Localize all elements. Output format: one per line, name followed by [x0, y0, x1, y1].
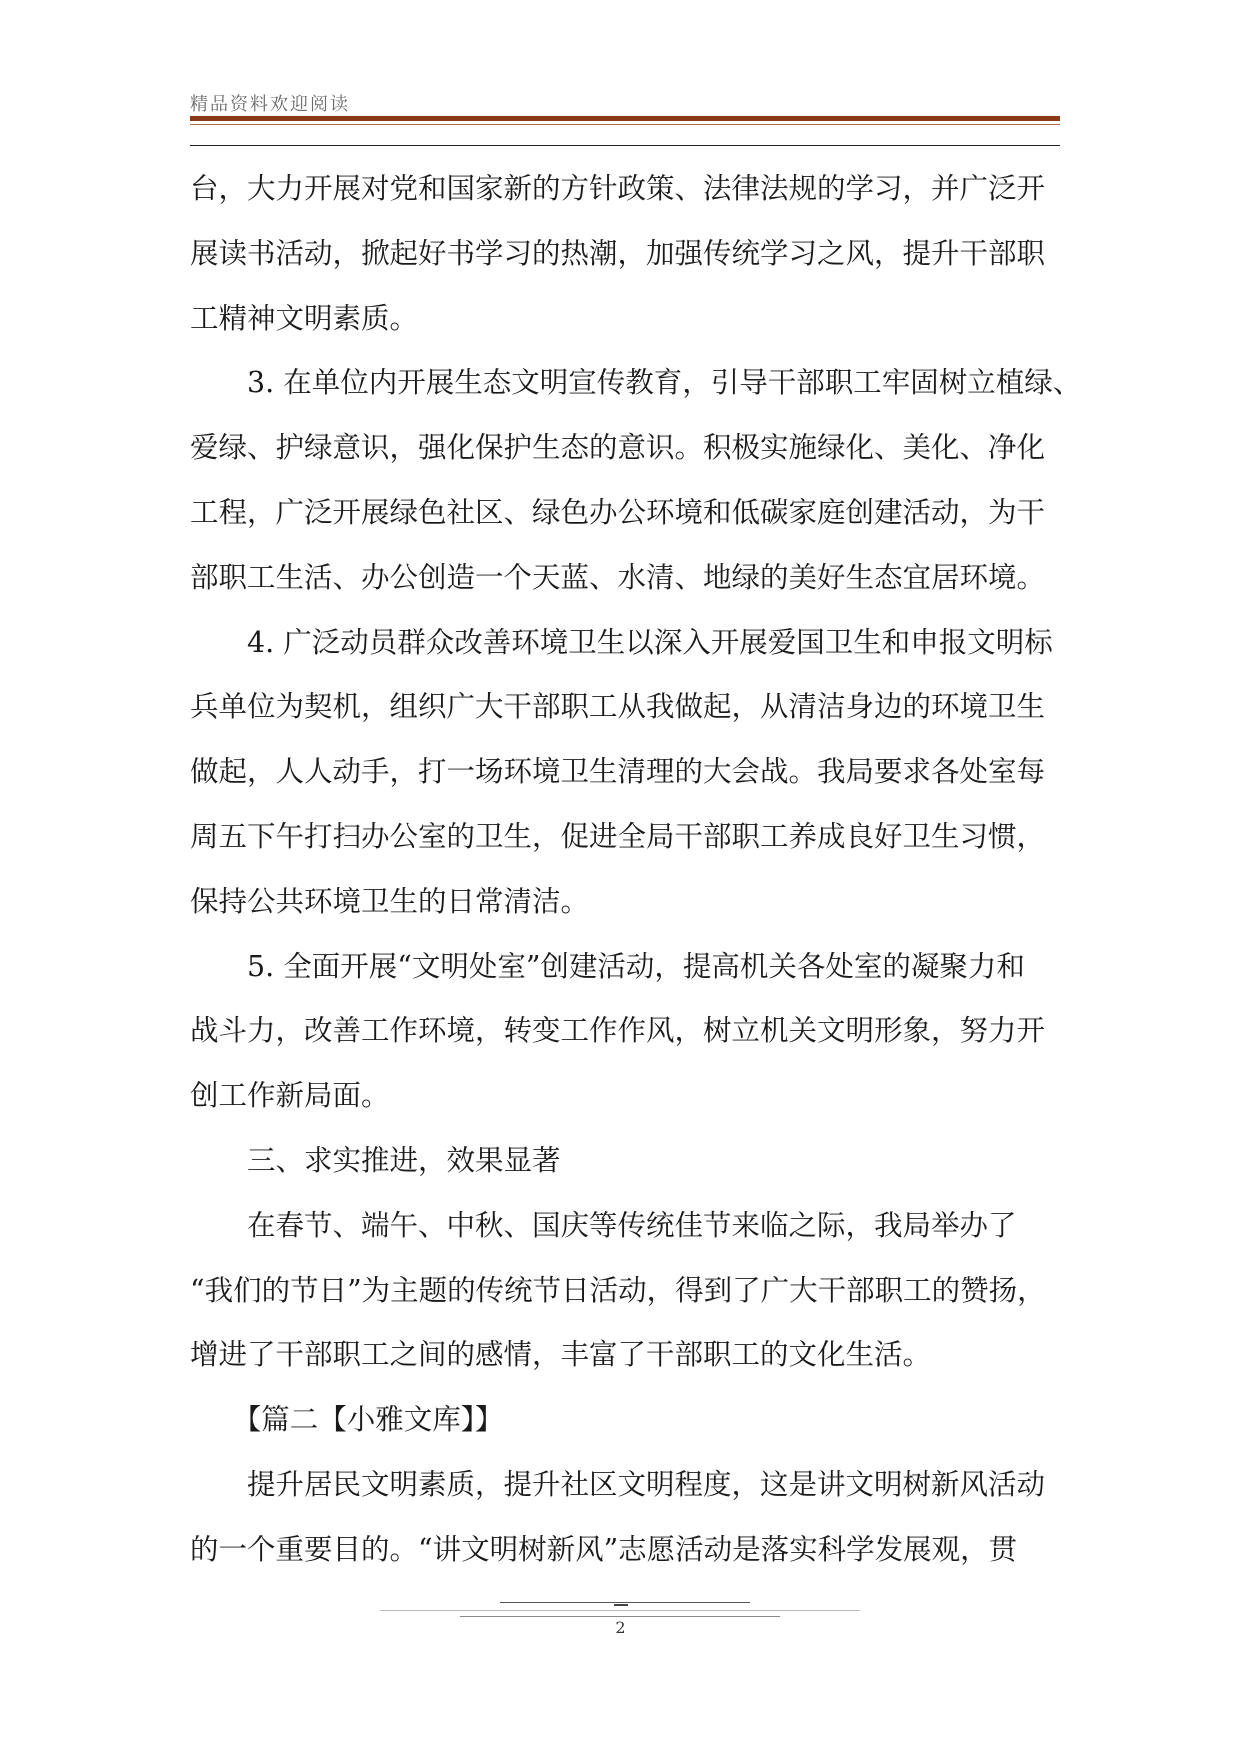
footer-rule	[380, 1610, 860, 1611]
body-line: 在春节、端午、中秋、国庆等传统佳节来临之际，我局举办了	[190, 1208, 1017, 1242]
header-rule-thick	[190, 116, 1060, 121]
body-line: 工程，广泛开展绿色社区、绿色办公环境和低碳家庭创建活动，为干	[190, 495, 1046, 529]
body-line: 做起，人人动手，打一场环境卫生清理的大会战。我局要求各处室每	[190, 755, 1046, 789]
body-line: 的一个重要目的。“讲文明树新风”志愿活动是落实科学发展观，贯	[190, 1532, 1018, 1566]
body-line: 5. 全面开展“文明处室”创建活动，提高机关各处室的凝聚力和	[190, 949, 1025, 983]
chapter-heading: 【篇二【小雅文库】】	[190, 1403, 504, 1437]
body-line: 提升居民文明素质，提升社区文明程度，这是讲文明树新风活动	[190, 1467, 1046, 1501]
header-text: 精品资料欢迎阅读	[190, 94, 350, 115]
body-line: 工精神文明素质。	[190, 301, 419, 335]
footer-rule	[500, 1602, 750, 1603]
body-line: 创工作新局面。	[190, 1079, 390, 1113]
body-line: 部职工生活、办公创造一个天蓝、水清、地绿的美好生态宜居环境。	[190, 560, 1046, 594]
body-line: 战斗力，改善工作环境，转变工作作风，树立机关文明形象，努力开	[190, 1014, 1046, 1048]
document-body	[190, 157, 1082, 1583]
body-line: 增进了干部职工之间的感情，丰富了干部职工的文化生活。	[190, 1338, 932, 1372]
header-underline	[190, 145, 1060, 146]
body-line: 3. 在单位内开展生态文明宣传教育，引导干部职工牢固树立植绿、	[190, 366, 1082, 400]
body-line: 4. 广泛动员群众改善环境卫生以深入开展爱国卫生和申报文明标	[190, 625, 1053, 659]
body-line: 台，大力开展对党和国家新的方针政策、法律法规的学习，并广泛开	[190, 172, 1046, 205]
body-line: 兵单位为契机，组织广大干部职工从我做起，从清洁身边的环境卫生	[190, 690, 1046, 724]
page-number: 2	[615, 1618, 626, 1637]
body-line: 展读书活动，掀起好书学习的热潮，加强传统学习之风，提升干部职	[190, 236, 1046, 270]
body-line: 爱绿、护绿意识，强化保护生态的意识。积极实施绿化、美化、净化	[190, 431, 1046, 465]
footer-rule	[460, 1616, 780, 1617]
section-heading: 三、求实推进，效果显著	[190, 1143, 561, 1177]
body-line: 周五下午打扫办公室的卫生，促进全局干部职工养成良好卫生习惯，	[190, 819, 1046, 853]
body-line: 保持公共环境卫生的日常清洁。	[190, 884, 590, 918]
body-line: “我们的节日”为主题的传统节日活动，得到了广大干部职工的赞扬，	[190, 1273, 1046, 1307]
footer-dash	[614, 1604, 628, 1606]
header-rule-thin	[190, 124, 1060, 125]
